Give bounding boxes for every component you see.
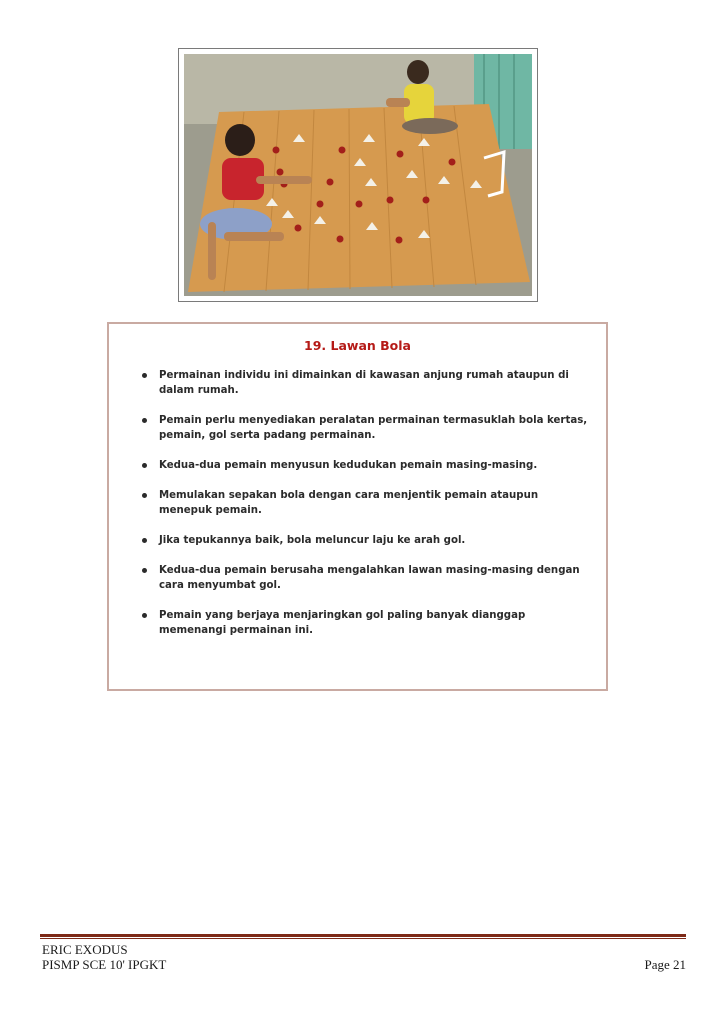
list-item xyxy=(139,368,594,398)
list-item-text: Jika tepukannya baik, bola meluncur laju ke arah gol. xyxy=(159,535,466,546)
footer-divider xyxy=(40,934,686,937)
list-item xyxy=(139,563,594,593)
list-item-text: Kedua-dua pemain menyusun kedudukan pemain masing-masing. xyxy=(159,460,538,471)
list-item-text: Pemain yang berjaya menjaringkan gol paling banyak dianggap memenangi permainan ini. xyxy=(159,610,526,636)
footer-divider-thin xyxy=(40,938,686,939)
footer-author-block xyxy=(42,942,166,972)
game-photo xyxy=(178,48,538,302)
list-item-text: Memulakan sepakan bola dengan cara menjentik pemain ataupun menepuk pemain. xyxy=(159,490,539,516)
list-item xyxy=(139,488,594,518)
list-item xyxy=(139,533,594,548)
bullet-icon xyxy=(142,418,147,423)
section-title: 19. Lawan Bola xyxy=(304,338,411,353)
bullet-icon xyxy=(142,613,147,618)
bullet-icon xyxy=(142,538,147,543)
page-number: Page 21 xyxy=(644,957,686,972)
list-item-text: Permainan individu ini dimainkan di kawasan anjung rumah ataupun di dalam rumah. xyxy=(159,370,569,396)
bullet-icon xyxy=(142,568,147,573)
list-item xyxy=(139,458,594,473)
list-item-text: Kedua-dua pemain berusaha mengalahkan lawan masing-masing dengan cara menyumbat gol. xyxy=(159,565,580,591)
bullet-list xyxy=(139,368,594,653)
bullet-icon xyxy=(142,463,147,468)
list-item-text: Pemain perlu menyediakan peralatan permainan termasuklah bola kertas, pemain, gol serta padang permainan. xyxy=(159,415,588,441)
bullet-icon xyxy=(142,493,147,498)
footer-course: PISMP SCE 10' IPGKT xyxy=(42,957,167,972)
list-item xyxy=(139,413,594,443)
game-description-box xyxy=(107,322,608,691)
game-photo-image xyxy=(184,54,532,296)
footer-author: ERIC EXODUS xyxy=(42,942,128,957)
list-item xyxy=(139,608,594,638)
bullet-icon xyxy=(142,373,147,378)
